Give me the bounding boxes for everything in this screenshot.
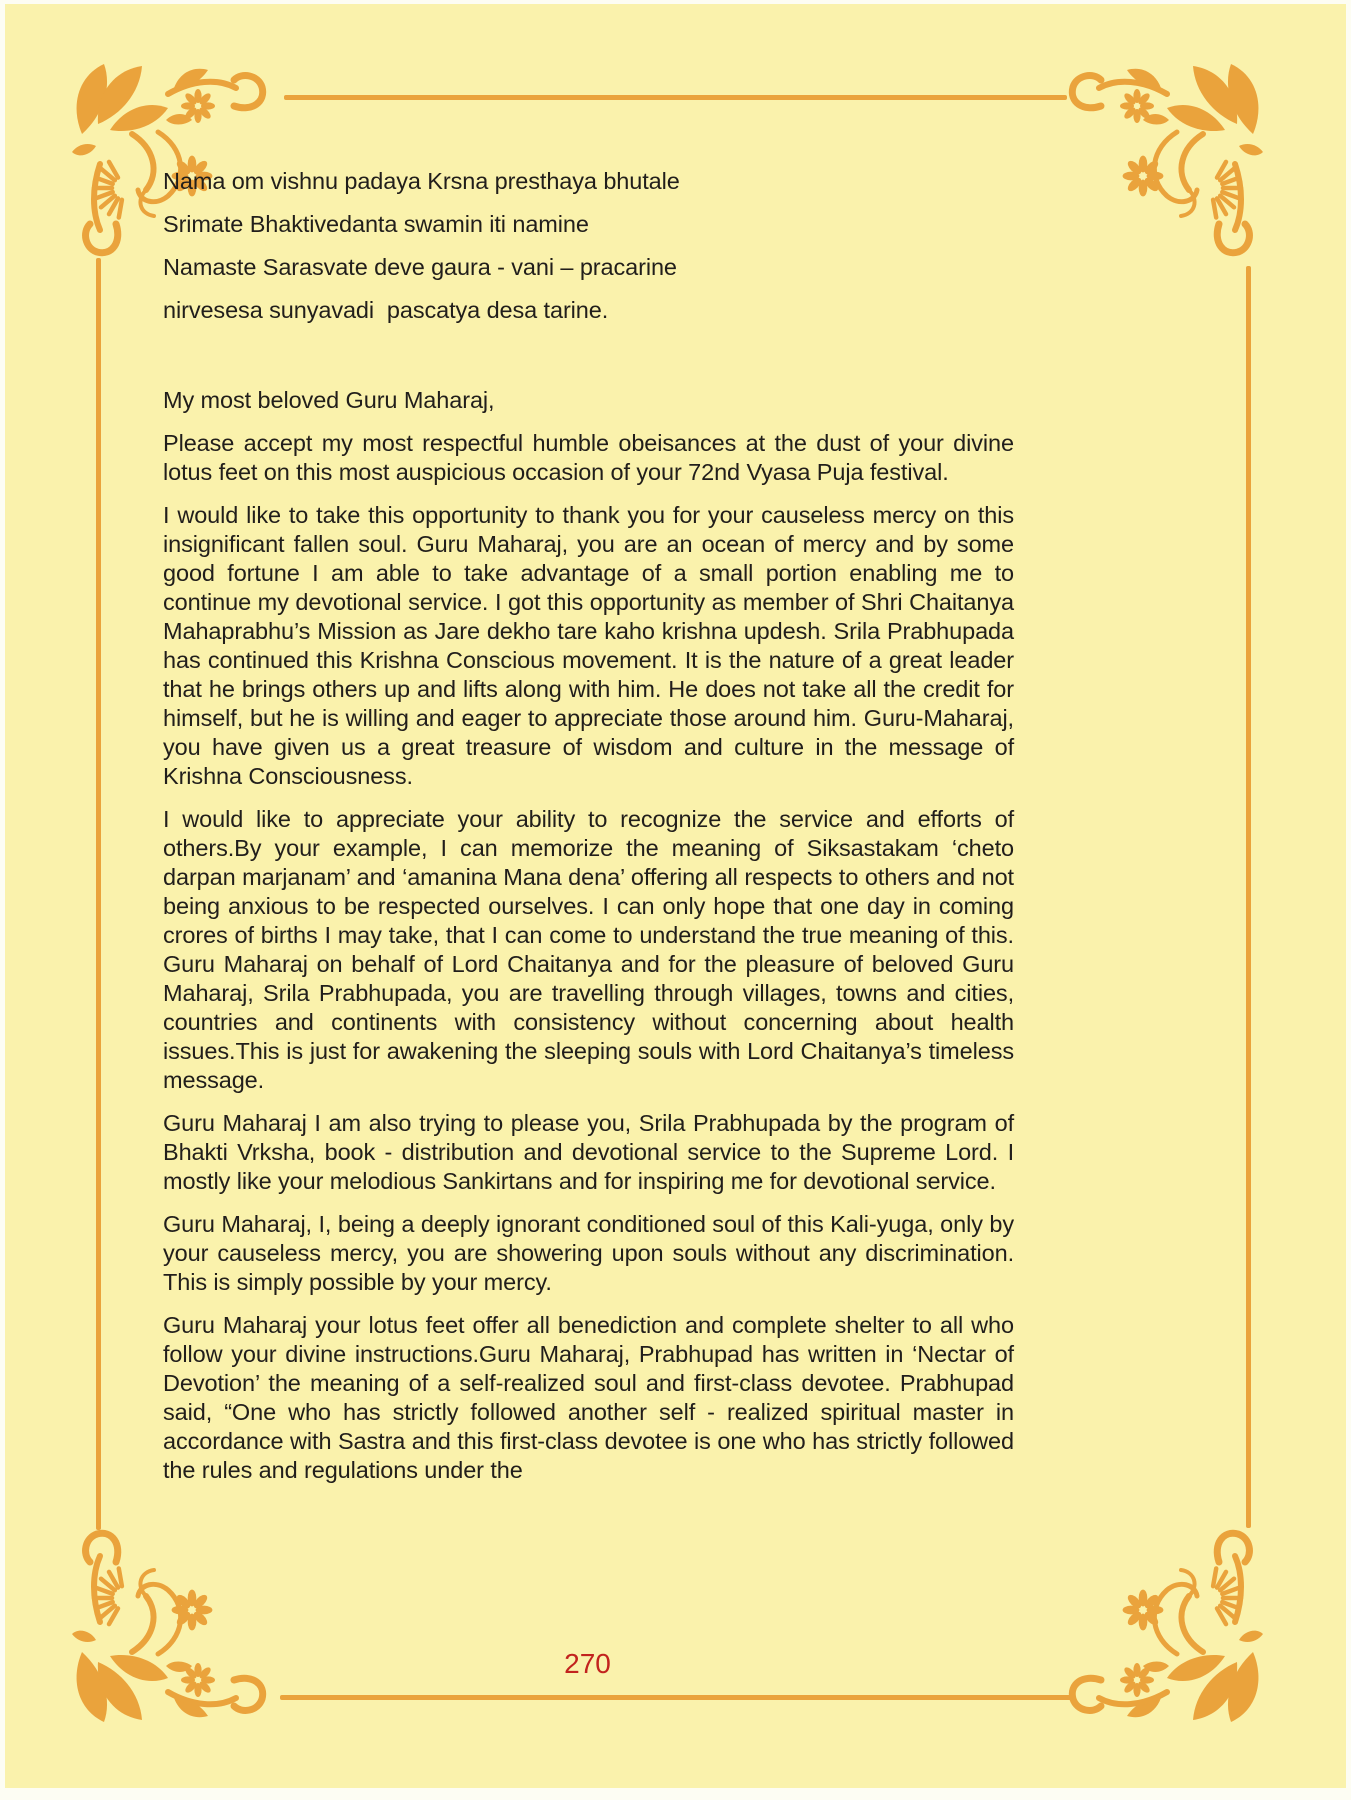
invocation-verse-line: Namaste Sarasvate deve gaura - vani – pracarine xyxy=(163,254,677,280)
corner-flourish-icon xyxy=(1065,1526,1265,1726)
invocation-verse-line: nirvesesa sunyavadi pascatya desa tarine. xyxy=(163,297,609,323)
border-line-bottom xyxy=(280,1695,1072,1700)
border-line-right xyxy=(1246,266,1251,1528)
corner-flourish-icon xyxy=(1065,60,1265,260)
letter-paragraph: Guru Maharaj I am also trying to please you, Srila Prabhupada by the program of Bhakti Vrksha, book - distribution and devotional service to the Supreme Lord. I mostly like your melodious Sankirtans and for inspiring me for devotional service. xyxy=(163,1110,1014,1194)
salutation: My most beloved Guru Maharaj, xyxy=(163,387,495,413)
corner-flourish-icon xyxy=(70,1526,270,1726)
letter-paragraph: Please accept my most respectful humble obeisances at the dust of your divine lotus feet on this most auspicious occasion of your 72nd Vyasa Puja festival. xyxy=(163,430,1014,485)
letter-paragraph: Guru Maharaj, I, being a deeply ignorant conditioned soul of this Kali-yuga, only by your causeless mercy, you are showering upon souls without any discrimination. This is simply possible by your mercy. xyxy=(163,1211,1014,1295)
letter-paragraph: Guru Maharaj your lotus feet offer all benediction and complete shelter to all who follow your divine instructions.Guru Maharaj, Prabhupad has written in ‘Nectar of Devotion’ the meaning of a self-realized soul and first-class devotee. Prabhupad said, “One who has strictly followed another self - realized spiritual master in accordance with Sastra and this first-class devotee is one who has strictly followed the rules and regulations under the xyxy=(163,1312,1014,1483)
letter-body xyxy=(163,160,1014,1485)
letter-paragraph: I would like to take this opportunity to thank you for your causeless mercy on this insignificant fallen soul. Guru Maharaj, you are an ocean of mercy and by some good fortune I am able to take advantage of a small portion enabling me to continue my devotional service. I got this opportunity as member of Shri Chaitanya Mahaprabhu’s Mission as Jare dekho tare kaho krishna updesh. Srila Prabhupada has continued this Krishna Conscious movement. It is the nature of a great leader that he brings others up and lifts along with him. He does not take all the credit for himself, but he is willing and eager to appreciate those around him. Guru-Maharaj, you have given us a great treasure of wisdom and culture in the message of Krishna Consciousness. xyxy=(163,502,1014,789)
letter-paragraph: I would like to appreciate your ability to recognize the service and efforts of others.By your example, I can memorize the meaning of Siksastakam ‘cheto darpan marjanam’ and ‘amanina Mana dena’ offering all respects to others and not being anxious to be respected ourselves. I can only hope that one day in coming crores of births I may take, that I can come to understand the true meaning of this. Guru Maharaj on behalf of Lord Chaitanya and for the pleasure of beloved Guru Maharaj, Srila Prabhupada, you are travelling through villages, towns and cities, countries and continents with consistency without concerning about health issues.This is just for awakening the sleeping souls with Lord Chaitanya’s timeless message. xyxy=(163,806,1014,1093)
page-number: 270 xyxy=(564,1648,611,1679)
border-line-top xyxy=(284,95,1067,100)
border-line-left xyxy=(96,258,101,1530)
invocation-verse-line: Nama om vishnu padaya Krsna presthaya bhutale xyxy=(163,168,680,194)
invocation-verse-line: Srimate Bhaktivedanta swamin iti namine xyxy=(163,211,589,237)
